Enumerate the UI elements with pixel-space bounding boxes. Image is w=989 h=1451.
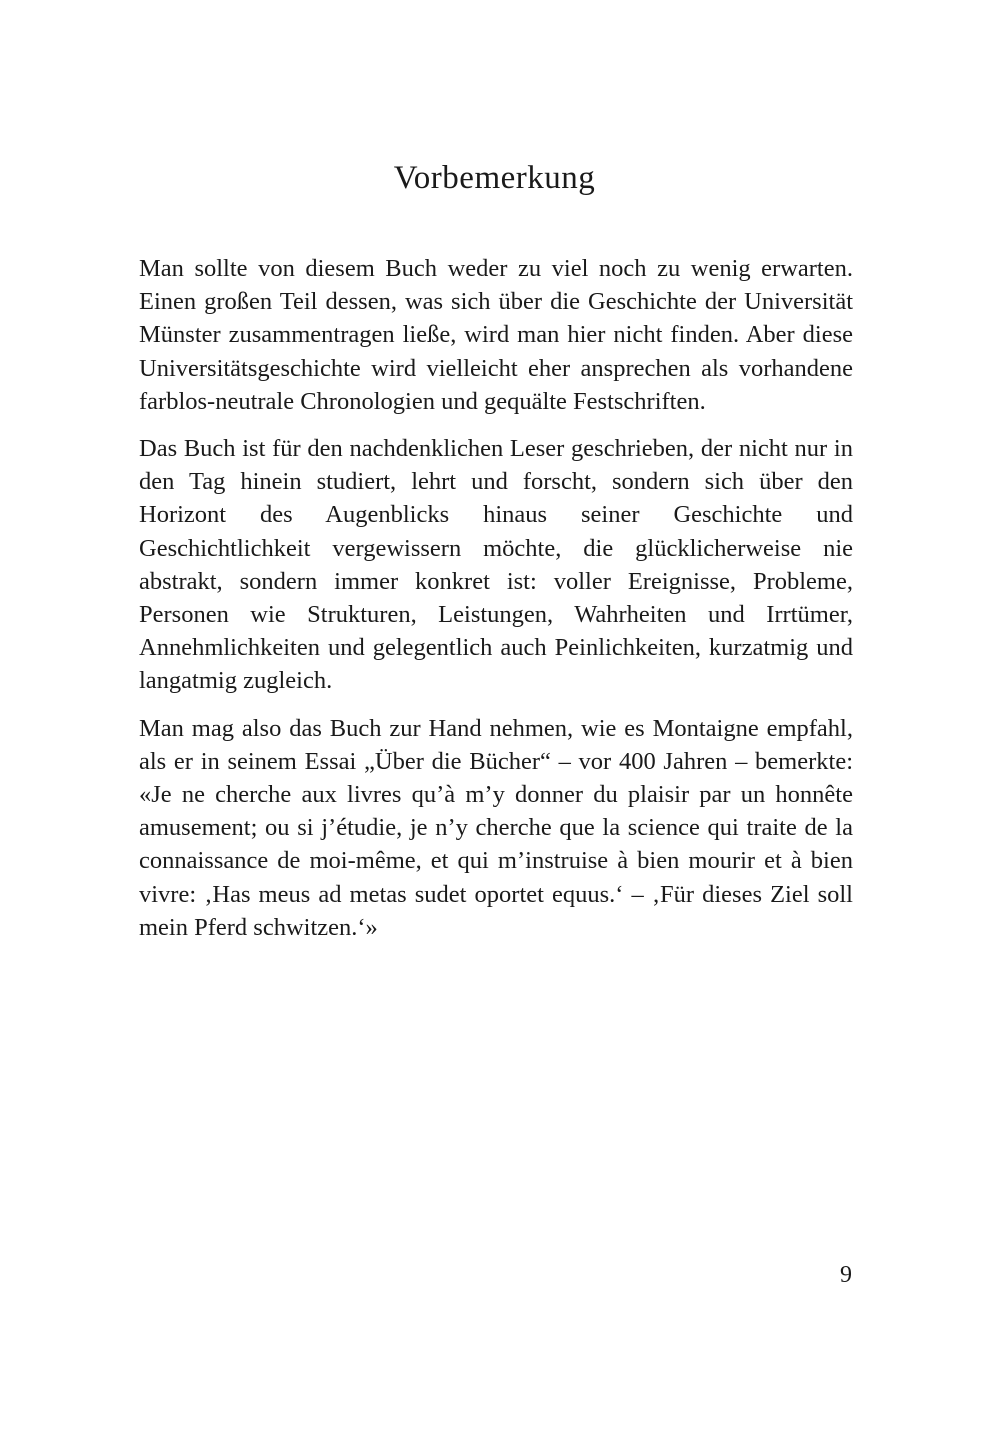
paragraph-3: Man mag also das Buch zur Hand nehmen, wie es Montaigne empfahl, als er in seinem Essai „Über die Bücher“ – vor 400 Jahren – bemerkte: «Je ne cherche aux livres qu’à m’y donner du plaisir par un honnête amusement; ou si j’étudie, je n’y cherche que la science qui traite de la connaissance de moi-même, et qui m’instruise à bien mourir et à bien vivre: ‚Has meus ad metas sudet oportet equus.‘ – ‚Für dieses Ziel soll mein Pferd schwitzen.‘» — [139, 714, 853, 941]
body-text — [139, 252, 853, 958]
page-number: 9 — [840, 1262, 852, 1288]
page-title: Vorbemerkung — [393, 160, 596, 196]
paragraph-2: Das Buch ist für den nachdenklichen Leser geschrieben, der nicht nur in den Tag hinein studiert, lehrt und forscht, sondern sich über den Horizont des Augenblicks hinaus seiner Geschichte und Geschichtlichkeit vergewissern möchte, die glücklicherweise nie abstrakt, sondern immer konkret ist: voller Ereignisse, Probleme, Personen wie Strukturen, Leistungen, Wahrheiten und Irrtümer, Annehmlichkeiten und gelegentlich auch Peinlichkeiten, kurzatmig und langatmig zugleich. — [139, 435, 853, 695]
paragraph-1: Man sollte von diesem Buch weder zu viel noch zu wenig erwarten. Einen großen Teil dessen, was sich über die Geschichte der Universität Münster zusammentragen ließe, wird man hier nicht finden. Aber diese Universitätsgeschichte wird vielleicht eher ansprechen als vorhandene farblos-neutrale Chronologien und gequälte Festschriften. — [139, 255, 853, 415]
